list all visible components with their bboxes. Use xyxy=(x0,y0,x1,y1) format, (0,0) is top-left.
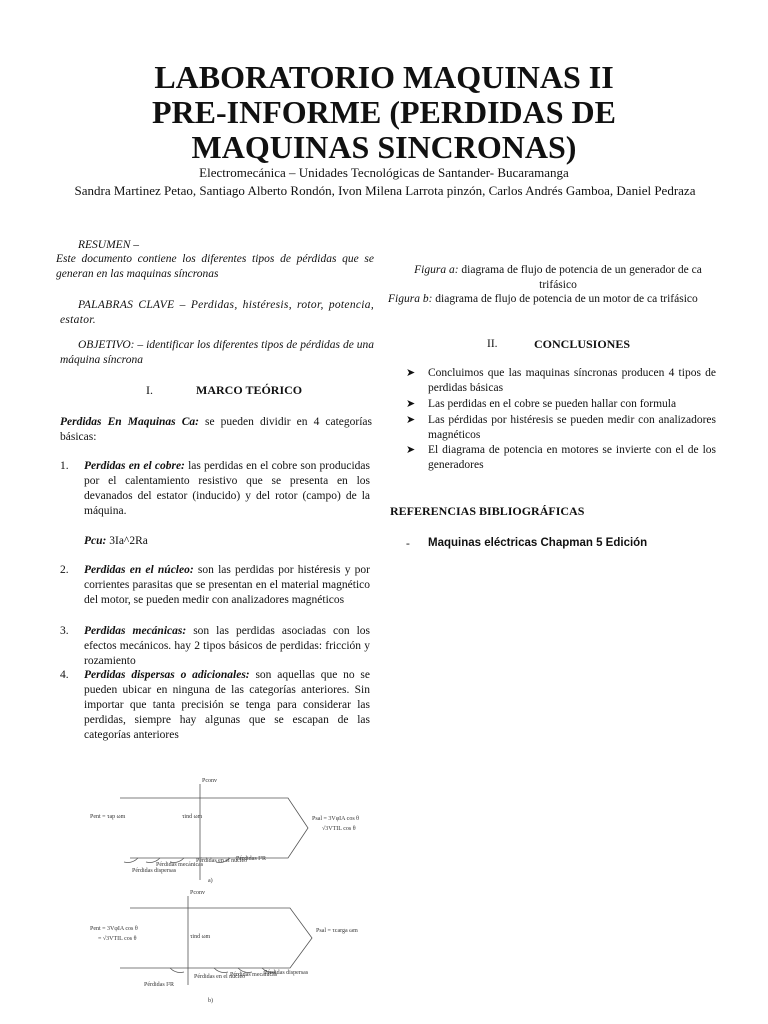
diagram-a-pin: Pent = τap ωm xyxy=(90,814,126,820)
conclusion-3: Las pérdidas por histéresis se pueden medir con analizadores magnéticos xyxy=(428,414,716,441)
figure-b-text: diagrama de flujo de potencia de un motor de ca trifásico xyxy=(432,293,698,305)
pcu-label: Pcu: xyxy=(84,535,107,547)
diagram-a-tag: a) xyxy=(208,878,213,884)
figure-b-label: Figura b: xyxy=(388,293,433,305)
item-2-number: 2. xyxy=(60,564,69,576)
figure-a-text: diagrama de flujo de potencia de un generador de ca trifásico xyxy=(458,264,702,291)
power-flow-diagram-b xyxy=(90,890,358,1004)
authors: Sandra Martinez Petao, Santiago Alberto Rondón, Ivon Milena Larrota pinzón, Carlos Andrés Gamboa, Daniel Pedraza xyxy=(74,183,696,198)
item-2-text: son las perdidas por histéresis y por corrientes parasitas que se presentan en el material magnético del motor, se pueden medir con analizadores magnéticos xyxy=(84,564,370,606)
diagram-b-tind: τind ωm xyxy=(190,934,211,940)
item-2-label: Perdidas en el núcleo: xyxy=(84,564,194,576)
diagram-b-loss-mecanicas: Pérdidas mecánicas xyxy=(230,972,278,978)
conclusion-1: Concluimos que las maquinas síncronas producen 4 tipos de perdidas básicas xyxy=(428,367,716,394)
document-title xyxy=(0,60,768,165)
diagram-a-loss-nucleo: Pérdidas en el núcleo xyxy=(196,858,248,864)
section-1-title: MARCO TEÓRICO xyxy=(196,383,303,397)
bullet-arrow-icon: ➤ xyxy=(406,398,416,410)
item-4-number: 4. xyxy=(60,669,69,681)
item-1-number: 1. xyxy=(60,460,69,472)
affiliation: Electromecánica – Unidades Tecnológicas de Santander- Bucaramanga xyxy=(199,165,569,180)
diagram-a-tind: τind ωm xyxy=(182,814,203,820)
item-3-number: 3. xyxy=(60,625,69,637)
conclusion-2: Las perdidas en el cobre se pueden hallar con formula xyxy=(428,398,677,410)
bullet-arrow-icon: ➤ xyxy=(406,444,416,456)
keywords: PALABRAS CLAVE – Perdidas, histéresis, rotor, potencia, estator. xyxy=(60,299,374,326)
title-line-2: PRE-INFORME (PERDIDAS DE xyxy=(152,94,616,130)
diagram-a-loss-cobre: Pérdidas I²R xyxy=(236,856,266,862)
figure-a-caption xyxy=(394,263,722,293)
section-2-number: II. xyxy=(487,338,498,350)
intro-label: Perdidas En Maquinas Ca: xyxy=(60,416,199,428)
diagram-b-pin-1: Pent = 3VφIA cos θ xyxy=(90,926,138,932)
item-4-label: Perdidas dispersas o adicionales: xyxy=(84,669,250,681)
item-3-text: son las perdidas asociadas con los efectos mecánicos. hay 2 tipos básicos de perdidas: fricción y rozamiento xyxy=(84,625,370,667)
diagram-a-pout-2: √3VTIL cos θ xyxy=(322,826,356,832)
item-4-text: son aquellas que no se pueden ubicar en ninguna de las categorías anteriores. Sin importar que tanta precisión se tenga para considerar las perdidas, siempre hay algunas que se escapan de las categorías anteriores xyxy=(84,669,370,741)
reference-dash: - xyxy=(406,538,410,550)
bullet-arrow-icon: ➤ xyxy=(406,367,416,379)
resumen-text: Este documento contiene los diferentes tipos de pérdidas que se generan en las maquinas síncronas xyxy=(56,253,374,280)
diagram-b-pin-2: = √3VTIL cos θ xyxy=(98,936,137,942)
power-flow-figure xyxy=(90,770,390,1024)
item-2 xyxy=(84,563,370,608)
item-1-label: Perdidas en el cobre: xyxy=(84,460,185,472)
figure-a-label: Figura a: xyxy=(414,264,459,276)
pcu-value: 3Ia^2Ra xyxy=(106,535,148,547)
figure-b-caption xyxy=(388,292,728,307)
diagram-b-tag: b) xyxy=(208,998,213,1004)
intro-text: se pueden dividir en 4 categorías básicas: xyxy=(60,416,373,443)
diagram-b-loss-dispersas: Pérdidas dispersas xyxy=(264,970,309,976)
diagram-b-loss-cobre: Pérdidas I²R xyxy=(144,982,174,988)
diagram-a-loss-dispersas: Pérdidas dispersas xyxy=(132,868,177,874)
item-3 xyxy=(84,624,370,669)
power-flow-diagram-a xyxy=(90,778,359,884)
references-title: REFERENCIAS BIBLIOGRÁFICAS xyxy=(390,504,585,518)
item-3-label: Perdidas mecánicas: xyxy=(84,625,187,637)
conclusion-4: El diagrama de potencia en motores se invierte con el de los generadores xyxy=(428,444,716,471)
item-1-text: las perdidas en el cobre son producidas por el calentamiento resistivo que se presenta en los devanados del estator (inducido) y del rotor (campo) de la máquina. xyxy=(84,460,371,517)
diagram-b-pout: Psal = τcarga ωm xyxy=(316,928,358,934)
item-1 xyxy=(84,459,370,519)
diagram-a-loss-mecanicas: Pérdidas mecánicas xyxy=(156,862,204,868)
bullet-arrow-icon: ➤ xyxy=(406,414,416,426)
section-1-number: I. xyxy=(146,383,153,397)
resumen-label: RESUMEN – xyxy=(78,239,140,251)
section-2-title: CONCLUSIONES xyxy=(534,337,631,351)
item-4 xyxy=(84,668,370,743)
diagram-a-pconv: Pconv xyxy=(202,778,217,784)
diagram-b-pconv: Pconv xyxy=(190,890,205,896)
objective: OBJETIVO: – identificar los diferentes tipos de pérdidas de una máquina síncrona xyxy=(60,339,374,366)
pcu-formula xyxy=(84,534,148,549)
reference-1: Maquinas eléctricas Chapman 5 Edición xyxy=(428,537,648,549)
diagram-b-loss-nucleo: Pérdidas en el núcleo xyxy=(194,974,246,980)
title-line-3: MAQUINAS SINCRONAS) xyxy=(191,129,577,165)
intro-paragraph xyxy=(60,415,372,445)
title-line-1: LABORATORIO MAQUINAS II xyxy=(154,59,614,95)
diagram-a-pout-1: Psal = 3VφIA cos θ xyxy=(312,816,360,822)
